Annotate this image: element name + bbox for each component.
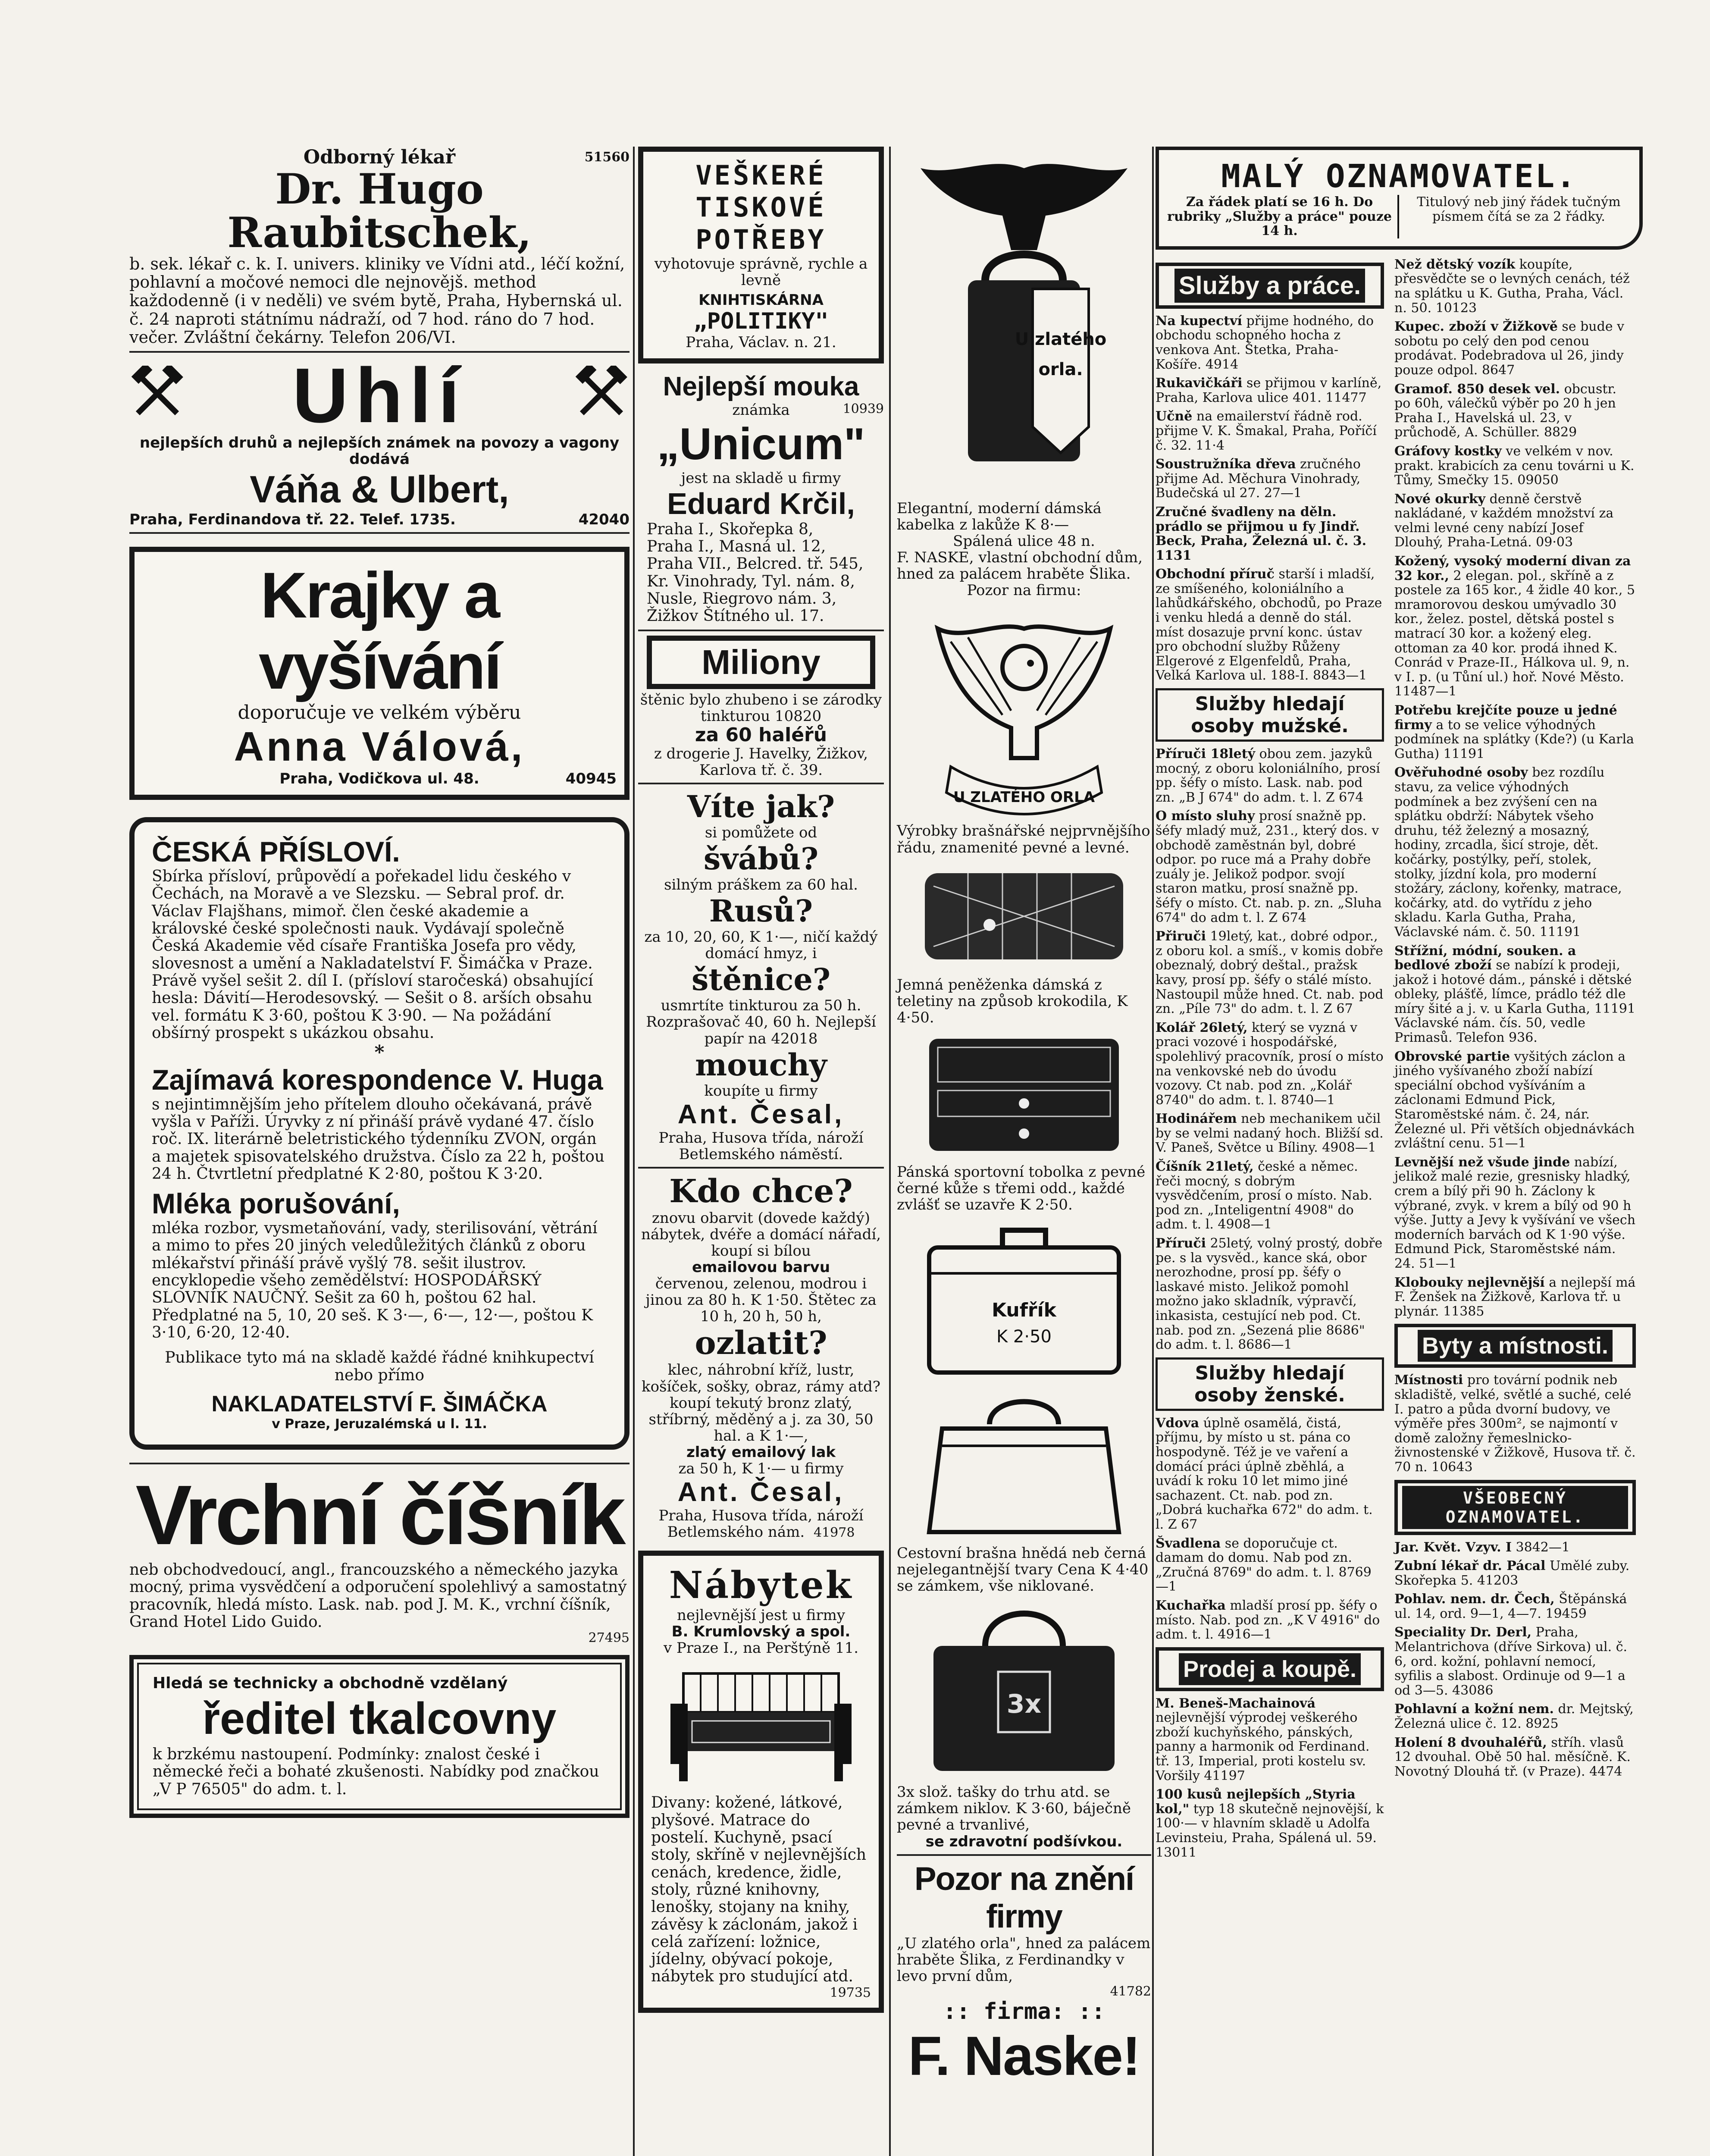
vite-i: koupíte u firmy (704, 1082, 818, 1100)
classified-heading: Pohlavní a kožní nem. (1394, 1702, 1554, 1717)
naske-code: 41782 (1110, 1984, 1151, 1999)
column-2 (638, 147, 884, 2021)
ceska-text1: Sbírka přísloví, průpovědí a pořekadel lidu českého v Čechách, na Moravě a ve Slezsku. — Sebral prof. dr. Václav Flajšhans, mimoř. člen české akademie a královské české společnosti nauk. Vydávají společně Česká Akademie věd císaře Františka Josefa pro vědy, slovesnost a umění a Nakladatelství F. Šimáčka v Praze. (152, 868, 593, 972)
bag-3x-label: 3x (1006, 1689, 1042, 1720)
column-1 (129, 147, 630, 1826)
classified-text: dr. Mejtský, Železná ulice č. 12. 8925 (1394, 1702, 1634, 1732)
vite-a: si pomůžete od (705, 824, 817, 842)
kdo-text1: znovu obarvit (dovede každý) nábytek, dvéře a domácí nářadí, koupí si bílou (641, 1209, 881, 1260)
uhli-firm: Váňa & Ulbert, (250, 467, 509, 511)
classified-heading: Holení 8 dvouhaléřů, (1394, 1735, 1547, 1750)
naske-big: F. Naske! (908, 2025, 1140, 2087)
classified-text: Praha, Melantrichova (dříve Sirkova) ul. č. 6, ord. kožní, pohlavní nemocí, syfilis a slabost. Ordinuje od 9—1 a od 3—5. 43086 (1394, 1625, 1628, 1698)
classified-text: neb mechanikem učil by se velmi nadaný hoch. Bližší sd. V. Paneš, Světce u Bíliny. 4908—1 (1156, 1111, 1384, 1156)
classified-heading: Jar. Květ. Vzyv. I (1394, 1539, 1512, 1555)
bag-label-2: orla. (1038, 360, 1083, 379)
kdo-address: Praha, Husova třída, nároží Betlemského nám. (658, 1507, 864, 1541)
unicum-sub2: jest na skladě u firmy (681, 469, 841, 487)
kdo-b1: emailovou barvu (692, 1259, 830, 1276)
unicum-line: Kr. Vinohrady, Tyl. nám. 8, (647, 572, 855, 590)
naske-text9: „U zlatého orla", hned za palácem hraběte Šlika, z Ferdinandky v levo první dům, (897, 1934, 1151, 1985)
maly-right: Titulový neb jiný řádek tučným písmem čítá se za 2 řádky. (1417, 194, 1621, 224)
section-title: Prodej a koupě. (1179, 1653, 1361, 1685)
naske-firma: :: firma: :: (943, 1999, 1105, 2025)
ceska-pub-address: v Praze, Jeruzalémská u l. 11. (272, 1416, 487, 1432)
ceska-text3: s nejintimnějším jeho přítelem dlouho očekávaná, právě vyšla v Paříži. Úryvky z ní přináší právě vydané 47. číslo roč. IX. literárně beletristického týdenníku ZVON, orgán a majetek spisovatelského družstva. Číslo za 22 h, poštou 24 h. Čtvrtletní předplatné K 2·80, poštou K 3·20. (152, 1095, 605, 1183)
naske-text6: Pánská sportovní tobolka z pevné černé kůže s třemi odd., každé zvlášť se uzavře K 2·50. (897, 1163, 1146, 1214)
column-4 (1156, 147, 1643, 1864)
uhli-code: 42040 (578, 511, 630, 528)
uhli-text: nejlepších druhů a nejlepších známek na povozy a vagony dodává (139, 434, 620, 468)
classified-text: 19letý, kat., dobré odpor., z oboru kol. a smíš., v komis dobře obeznalý, dobrý deštal., pražsk kavy, prosí pp. šéfy o stálé místo. Nastoupil může hned. Ct. nab. pod zn. „Píle 73" do adm. t. l. Z 67 (1156, 929, 1384, 1017)
classified-text: 25letý, volný prostý, dobře pe. s la vysvěd., kance ská, obor nerozhodne, prosí pp. šéfy o laskavé misto. Jelikož pomohl možno jako skladník, výpravčí, inkasista, cestující neb pod. Ct. nab. pod zn. „Sezená plie 8686" do adm. t. l. 8686—1 (1156, 1236, 1383, 1353)
section-title: Byty a místnosti. (1418, 1330, 1613, 1362)
reditel-text: k brzkému nastoupení. Podmínky: znalost české i německé řeči a bohaté zkušenosti. Nabídky pod značkou „V P 76505" do adm. t. l. (153, 1745, 599, 1798)
classified-heading: Speciality Dr. Derl, (1394, 1625, 1532, 1640)
naske-text8b: se zdravotní podšívkou. (925, 1833, 1123, 1850)
miliony-text: štěnic bylo zhubeno i se zárodky tinkturou 10820 (640, 691, 882, 725)
krajky-code: 40945 (565, 770, 617, 788)
nabytek-code: 19735 (830, 1985, 871, 2000)
maly-oznamovatel-header (1156, 147, 1643, 250)
classifieds-left (1156, 257, 1384, 1864)
naske-text7: Cestovní brašna hnědá neb černá nejelegantnější tvary Cena K 4·40 se zámkem, vše niklované. (897, 1545, 1149, 1595)
ad-raubitschek (129, 147, 630, 347)
section-title: Služby a práce. (1174, 269, 1365, 303)
classified-heading: M. Beneš-Machainová (1156, 1695, 1316, 1711)
section-sluzby (1156, 263, 1384, 309)
ad-miliony (638, 636, 884, 779)
classified-heading: Přiruči (1156, 929, 1206, 944)
column-rule (1152, 147, 1154, 2156)
cisnik-title: Vrchní číšník (135, 1467, 623, 1562)
wallet-illustration (916, 1030, 1132, 1159)
ad-text: b. sek. lékař c. k. I. univers. kliniky ve Vídni atd., léčí kožní, pohlavní a močové nemoci dle nejnovějš. method každodenně (i v neděli) ve svém bytě, Praha, Hybernská ul. č. 24 naproti státnímu nádraží, od 7 hod. ráno do 7 hod. večer. Zvláštní čekárny. Telefon 206/VI. (129, 254, 625, 347)
ad-vite-jak (638, 789, 884, 1163)
section-prodej (1156, 1647, 1384, 1691)
kdo-text4: za 50 h, K 1·— u firmy (678, 1460, 844, 1477)
tiskove-title: VEŠKERÉ TISKOVÉ POTŘEBY (695, 160, 827, 255)
ad-unicum (638, 371, 884, 625)
unicum-line: Žižkov Štítného ul. 17. (647, 607, 824, 625)
classified-heading: Hodinářem (1156, 1111, 1237, 1127)
kdo-text2: červenou, zelenou, modrou i jinou za 80 h. K 1·50. Štětec za 10 h, 20 h, 50 h, (645, 1275, 877, 1326)
bag-label-1: U zlatého (1015, 329, 1107, 349)
unicum-sub: známka (732, 401, 790, 419)
eagle-with-bag-illustration (903, 151, 1145, 496)
unicum-brand: „Unicum" (657, 419, 865, 469)
unicum-line: Praha I., Skořepka 8, (647, 520, 814, 538)
nabytek-firm: B. Krumlovský a spol. (671, 1623, 851, 1641)
classified-text: se bude v sobotu po celý den pod cenou prodávat. Podebradova ul 26, jindy pouze odpol. 8647 (1394, 319, 1625, 378)
travel-bag-illustration (916, 1385, 1132, 1541)
kufrik-label: Kufřík (992, 1299, 1056, 1322)
unicum-line: Praha VII., Belcred. tř. 545, (647, 555, 864, 573)
vite-f: štěnice? (692, 962, 830, 998)
cisnik-text: neb obchodvedoucí, angl., francouzského a německého jazyka mocný, prima vysvědčení a odporučení spolehlivý a samostatný pracovník, hledá místo. Lask. nab. pod J. M. K., vrchní číšník, Grand Hotel Lido Guido. (129, 1561, 627, 1631)
naske-text1: Elegantní, moderní dámská kabelka z lakůže K 8·— (897, 500, 1102, 534)
sofa-illustration (666, 1661, 856, 1790)
nabytek-title: Nábytek (669, 1564, 853, 1608)
vite-address: Praha, Husova třída, nároží Betlemského náměstí. (658, 1129, 864, 1163)
kdo-b2: zlatý emailový lak (686, 1443, 836, 1461)
ad-kdo-chce (638, 1173, 884, 1540)
column-3 (897, 147, 1151, 2088)
vite-b: švábů? (703, 841, 819, 877)
classified-heading: Příruči (1156, 1236, 1206, 1251)
section-vseobecny (1394, 1480, 1636, 1535)
uhli-title: Uhlí (292, 352, 467, 439)
classified-heading: Gramof. 850 desek vel. (1394, 381, 1560, 397)
classified-heading: Příruči 18letý (1156, 746, 1256, 762)
classified-text: Umělé zuby. Skořepka 5. 41203 (1394, 1558, 1630, 1588)
vite-e: za 10, 20, 60, K 1·—, ničí každý domácí hmyz, i (644, 928, 878, 962)
classified-text: pro tovární podnik neb skladiště, velké, světlé a suché, celé I. patro a půda dvorní budovy, ve výměře přes 300m², se najmontí v domě založny řemeslnicko-živnostenské v Žižkově, Husova tř. č. 70 n. 10643 (1394, 1373, 1636, 1475)
krajky-name: Anna Válová, (234, 724, 525, 770)
unicum-code: 10939 (842, 401, 884, 417)
classified-heading: Číšník 21letý, (1156, 1159, 1254, 1175)
classified-heading: Pohlav. nem. dr. Čech, (1394, 1592, 1555, 1607)
classified-heading: Střížní, módní, souken. a bedlové zboží (1394, 943, 1576, 973)
classified-heading: Švadlena (1156, 1536, 1221, 1551)
ad-tiskove (638, 147, 884, 364)
unicum-line: Praha I., Masná ul. 12, (647, 537, 826, 555)
krajky-address: Praha, Vodičkova ul. 48. (279, 770, 479, 788)
naske-text3: Pozor na firmu: (967, 582, 1081, 599)
classified-text: typ 18 skutečně nejnovější, k 100·— v hlavním skladě u Adolfa Levinsteiu, Praha, Spálená ul. 59. 13011 (1156, 1801, 1384, 1860)
suitcase-illustration (916, 1217, 1132, 1381)
vite-q: Víte jak? (687, 789, 835, 825)
classified-text: 3842—1 (1516, 1539, 1570, 1555)
kdo-title: Kdo chce? (669, 1172, 853, 1210)
classified-heading: Obchodní příruč (1156, 567, 1275, 582)
reditel-title: ředitel tkalcovny (202, 1694, 557, 1744)
classified-text: nabízí, jelikož malé rezie, gresnisky hladký, crem a bílý při 90 h. Záclony k výbrané, zvyk. v krem a bílý od 90 h výše. Jutty a Jevy k vyšívání ve všech moderních barvách od K 1·90 výše. Edmund Pick, Staroměstské nám. 24. 51—1 (1394, 1154, 1636, 1271)
classified-heading: Soustružníka dřeva (1156, 457, 1296, 472)
naske-text8: 3x slož. tašky do trhu atd. se zámkem niklov. K 3·60, báječně pevné a trvanlivé, (897, 1783, 1131, 1834)
section-title: VŠEOBECNÝ OZNAMOVATEL. (1402, 1486, 1628, 1529)
vite-g: usmrtíte tinkturou za 50 h. Rozprašovač 40, 60 h. Nejlepší papír na 42018 (646, 997, 876, 1047)
ad-naske (897, 151, 1151, 2088)
naske-address: Spálená ulice 48 n. (953, 533, 1095, 550)
classifieds-right (1394, 257, 1636, 1864)
classified-heading: Gráfovy kostky (1394, 443, 1502, 459)
classified-heading: Vdova (1156, 1415, 1200, 1431)
miliony-address: z drogerie J. Havelky, Žižkov, Karlova tř. č. 39. (654, 745, 868, 779)
classified-heading: O místo sluhy (1156, 808, 1255, 824)
classified-text: denně čerstvě nakládané, v každém množství za velmi levné ceny nabízí Josef Dlouhý, Praha-Letná. 09·03 (1394, 491, 1614, 550)
miliony-title: Miliony (647, 636, 875, 689)
classified-text: nejlevnější výprodej veškerého zboží kuchyňského, pánských, panny a harmonik od Ferdinand. tř. 13, Imperial, proti kostelu sv. Voršily 41197 (1156, 1710, 1370, 1783)
krajky-sub: doporučuje ve velkém výběru (238, 701, 521, 724)
kdo-text3: klec, náhrobní kříž, lustr, košíček, sošky, obraz, rámy atd? koupí tekutý bronz zlatý, stříbrný, měděný a j. za 30, 50 hal. a K 1·—, (641, 1361, 881, 1445)
ad-ceska-prislovi (129, 817, 630, 1449)
ad-reditel (129, 1655, 630, 1818)
tiskove-address: Praha, Václav. n. 21. (686, 334, 836, 351)
reditel-intro: Hledá se technicky a obchodně vzdělaný (153, 1674, 508, 1692)
kdo-title2: ozlatit? (695, 1325, 827, 1362)
classified-text: obcustr. po 60h, válečků výběr po 20 h jen Praha I., Havelská ul. 23, v průchodě, A. Schüller. 8829 (1394, 381, 1617, 440)
miliony-price: za 60 haléřů (695, 724, 827, 746)
column-rule (889, 147, 891, 2156)
classified-text: zručného přijme Ad. Měchura Vinohrady, Budečská ul 27. 27—1 (1156, 457, 1361, 501)
unicum-line: Nusle, Riegrovo nám. 3, (647, 589, 837, 608)
ad-uhli (129, 352, 630, 528)
ad-code: 51560 (584, 150, 630, 165)
classified-heading: Než dětský vozík (1394, 257, 1516, 272)
pozor-title: Pozor na znění firmy (914, 1860, 1134, 1935)
ceska-title3: Mléka porušování, (152, 1188, 400, 1220)
cisnik-code: 27495 (588, 1630, 630, 1646)
classified-text: se doporučuje ct. damam do domu. Nab pod zn. „Zručná 8769" do adm. t. l. 8769—1 (1156, 1536, 1372, 1595)
classified-text: a to se velice výhodných podmínek na splátky (Kde?) (u Karla Gutha) 11191 (1394, 717, 1634, 761)
classified-heading: Levnější než všude jinde (1394, 1154, 1570, 1170)
krajky-title: Krajky a vyšívání (258, 558, 501, 702)
classified-heading: Nové okurky (1394, 491, 1486, 507)
classified-text: koupíte, přesvědčte se o levných cenách, též na splátku u K. Gutha, Praha, Václ. n. 50. 10123 (1394, 257, 1630, 316)
classified-text: na emailerství řádně rod. přijme V. K. Šmakal, Praha, Poříčí č. 32. 11·4 (1156, 409, 1377, 453)
classified-heading: Zubní lékař dr. Pácal (1394, 1558, 1546, 1574)
uhli-address: Praha, Ferdinandova tř. 22. Telef. 1735. (129, 511, 456, 528)
eagle-emblem-icon (925, 603, 1123, 818)
classified-heading: Ověřuhodné osoby (1394, 765, 1528, 780)
classified-heading: Zručné švadleny na děln. prádlo se přijmou u fy Jindř. Beck, Praha, Železná ul. č. 3. 1131 (1156, 504, 1367, 563)
eagle-label: U ZLATÉHO ORLA (953, 789, 1095, 806)
classified-text: prosí snažně pp. šéfy mladý muž, 231., který dos. v obchodě zaměstnán byl, dobré odpor. po ruce má a Prahy dobře zuály je. Jelikož podpor. svojí staron matku, prosí snažně pp. šéfy o místo. Ct. nab. p. zn. „Sluha 674" do adm t. l. Z 674 (1156, 808, 1382, 925)
column-rule (633, 147, 635, 2156)
classified-text: starší i mladší, ze smíšeného, koloniálního a lahůdkářského, obchodů, po Praze i venku hledá a denně do stál. míst dosazuje první konc. ústav pro obchodní služby Růženy Elgerové z Elgenfeldů, Praha, Velká Karlova ul. 188-I. 8843—1 (1156, 567, 1382, 683)
classified-text: Štěpánská ul. 14, ord. 9—1, 4—7. 19459 (1394, 1592, 1627, 1621)
kufrik-price: K 2·50 (996, 1327, 1052, 1347)
classified-heading: Klobouky nejlevnější (1394, 1275, 1545, 1290)
classified-text: 2 elegan. pol., skříně a z postele za 165 kor., 4 židle 40 kor., 5 mramorovou deskou umývadlo 30 kor., želez. postel, dětská postel s matrací 30 kor. a kožený eleg. ottoman za 40 kor. prodá ihned K. Conrád v Praze-II., Hálkova ul. 9, n. v I. p. (u Tůní ul.) hoř. Nové Město. 11487—1 (1394, 568, 1635, 699)
ceska-text2: Právě vyšel sešit 2. díl I. (přísloví staročeská) obsahující hesla: Dávití—Herodesovský. — Sešit o 8. arších obsahu vel. formátu K 3·60, poštou K 3·90. — Na požádání obšírný prospekt s ukázkou obsahu. (152, 972, 593, 1042)
ad-nabytek (638, 1551, 884, 2013)
classified-text: obou zem. jazyků mocný, z oboru koloniálního, prosí pp. šéfy o místo. Lask. nab. pod zn. „B J 674" do adm. t. l. Z 674 (1156, 746, 1380, 805)
classified-heading: Rukavičkáři (1156, 376, 1243, 391)
classified-heading: Místnosti (1394, 1373, 1463, 1388)
tiskove-text: vyhotovuje správně, rychle a levně (654, 255, 868, 289)
classified-heading: Kuchařka (1156, 1598, 1226, 1613)
maly-left: Za řádek platí se 16 h. Do rubriky „Služby a práce" pouze 14 h. (1167, 195, 1399, 238)
ceska-publisher: NAKLADATELSTVÍ F. ŠIMÁČKA (211, 1391, 548, 1416)
unicum-title: Nejlepší mouka (663, 372, 859, 402)
classified-text: který se vyzná v praci vozové i hospodářské, spolehlivý pracovník, prosí o místo na venkovské neb do úvodu vozovy. Ct nab. pod zn. „Kolář 8740" do adm. t. l. 8740—1 (1156, 1020, 1384, 1108)
classified-text: bez rozdílu stavu, za velice výhodných podmínek a bez zvýšení cen na splátku obdrží: Nábytek všeho druhu, též železný a mosazný, hodiny, zrcadla, šicí stroje, dět. kočárky, postýlky, peří, stolek, stolky, jízdní kola, pro moderní stožáry, záclony, kořenky, matrace, kočárky, atd. do vytřídu z jeho skladu. Karla Gutha, Praha, Václavské nám. č. 50. 11191 (1394, 765, 1622, 940)
shopping-bag-illustration (916, 1598, 1132, 1780)
section-sluzby-zenske: Služby hledají osoby ženské. (1156, 1357, 1384, 1411)
classified-text: úplně osamělá, čistá, příjmu, by místo u st. pána co hospodyně. Též je ve vaření a domácí práci úplně zběhlá, a uvádí k roku 10 let mimo jiné sachazent. Ct. nab. pod zn. „Dobrá kuchařka 672" do adm. t. l. Z 67 (1156, 1415, 1373, 1532)
classified-text: a nejlepší má F. Ženšek na Žižkově, Karlova tř. u plynár. 11385 (1394, 1275, 1636, 1319)
crossed-hammers-icon (129, 366, 185, 422)
naske-text2: F. NASKE, vlastní obchodní dům, hned za palácem hraběte Šlika. (897, 549, 1143, 583)
classified-heading: Potřebu krejčíte pouze u jedné firmy (1394, 703, 1617, 733)
ad-cisnik (129, 1469, 630, 1645)
classified-heading: Na kupectví (1156, 313, 1242, 329)
maly-title: MALÝ OZNAMOVATEL. (1221, 158, 1577, 195)
nabytek-address: v Praze I., na Perštýně 11. (663, 1639, 859, 1657)
ceska-star: * (374, 1041, 385, 1064)
vite-d: Rusů? (709, 893, 813, 929)
classified-text: se nabízí k prodeji, jakož i hotové dám., pánské i dětské obleky, plášťě, límce, prádlo též dle míry šité a j. v. u Karla Gutha, 11191 Václavské nám. čís. 50, vedle Primasů. Telefon 936. (1394, 958, 1636, 1046)
classified-text: se přijmou v karlíně, Praha, Karlova ulice 401. 11477 (1156, 376, 1382, 405)
classified-text: ve velkém v nov. prakt. krabicích za cenu továrni u K. Tůmy, Smečky 15. 09050 (1394, 443, 1635, 488)
classified-heading: 100 kusů nejlepších „Styria kol," (1156, 1787, 1356, 1817)
classified-heading: Učně (1156, 409, 1193, 424)
kdo-firm: Ant. Česal, (677, 1477, 845, 1507)
purse-illustration (916, 860, 1132, 972)
nabytek-text: nejlevnější jest u firmy (676, 1607, 846, 1624)
ad-header: Odborný lékař (303, 146, 456, 168)
classified-text: české a němec. řeči mocný, s dobrým vysvědčením, prosí o místo. Nab. pod zn. „Inteligentní 4908" do adm. t. l. 4908—1 (1156, 1159, 1372, 1232)
ceska-text5: Publikace tyto má na skladě každé řádné knihkupectví nebo přímo (165, 1349, 594, 1384)
vite-c: silným práškem za 60 hal. (664, 876, 858, 894)
classified-text: stříh. vlasů 12 dvouhal. Obě 50 hal. měsíčně. K. Novotný Dlouhá tř. (v Praze). 4474 (1394, 1735, 1631, 1779)
kdo-code: 41978 (813, 1525, 855, 1541)
ceska-title2: Zajímavá korespondence V. Huga (152, 1063, 603, 1096)
crossed-hammers-icon (573, 366, 630, 422)
unicum-name: Eduard Krčil, (667, 486, 855, 520)
classified-heading: Obrovské partie (1394, 1049, 1510, 1064)
section-byty (1394, 1324, 1636, 1368)
classified-text: mladší prosí pp. šéfy o místo. Nab. pod zn. „K V 4916" do adm. t. l. 4916—1 (1156, 1598, 1380, 1642)
tiskove-firm1: KNIHTISKÁRNA (698, 291, 824, 309)
vite-firm: Ant. Česal, (677, 1099, 845, 1129)
ceska-title: ČESKÁ PŘÍSLOVÍ. (152, 836, 400, 868)
naske-text5: Jemná peněženka dámská z teletiny na způsob krokodila, K 4·50. (897, 976, 1128, 1026)
classified-text: přijme hodného, do obchodu schopného hocha z venkova Ant. Štetka, Praha-Košíře. 4914 (1156, 313, 1374, 372)
ceska-text4: mléka rozbor, vysmetaňování, vady, sterilisování, větrání a mimo to přes 20 jiných veledůležitých článků z oboru mlékařství přináší právě vyšlý 78. sešit ilustrov. encyklopedie všeho zemědělství: HOSPODÁŘSKÝ SLOVNÍK NAUČNÝ. Sešit za 60 h, poštou 62 hal. Předplatné na 5, 10, 20 seš. K 3·—, 6·—, 12·—, poštou K 3·10, 6·20, 12·40. (152, 1219, 598, 1341)
classified-heading: Kolář 26letý, (1156, 1020, 1248, 1035)
section-sluzby-muzske: Služby hledají osoby mužské. (1156, 688, 1384, 742)
tiskove-firm2: „POLITIKY" (693, 308, 829, 335)
classified-text: vyšitých záclon a jiného vyšívaného zboží nabízí speciální obchod vyšíváním a záclonami Edmund Pick, Staroměstské nám. č. 24, nár. Železné ul. Při větších objednávkách zvláštní cenu. 51—1 (1394, 1049, 1635, 1151)
nabytek-text2: Divany: kožené, látkové, plyšové. Matrace do postelí. Kuchyně, psací stoly, skříně v nejlevnějších cenách, kredence, židle, stoly, různé knihovny, lenošky, stojany na knihy, závěsy k záclonám, jakož i celá zařízení: ložnice, jídelny, obývací pokoje, nábytek pro studující atd. (651, 1794, 867, 1986)
classified-heading: Kupec. zboží v Žižkově (1394, 319, 1558, 335)
ad-krajky (129, 547, 630, 800)
naske-text4: Výrobky brašnářské nejprvnějšího řádu, znamenité pevné a levné. (897, 822, 1150, 856)
vite-h: mouchy (695, 1047, 827, 1083)
classified-heading: Kožený, vysoký moderní divan za 32 kor., (1394, 554, 1631, 583)
doctor-name: Dr. Hugo Raubitschek, (227, 165, 532, 257)
